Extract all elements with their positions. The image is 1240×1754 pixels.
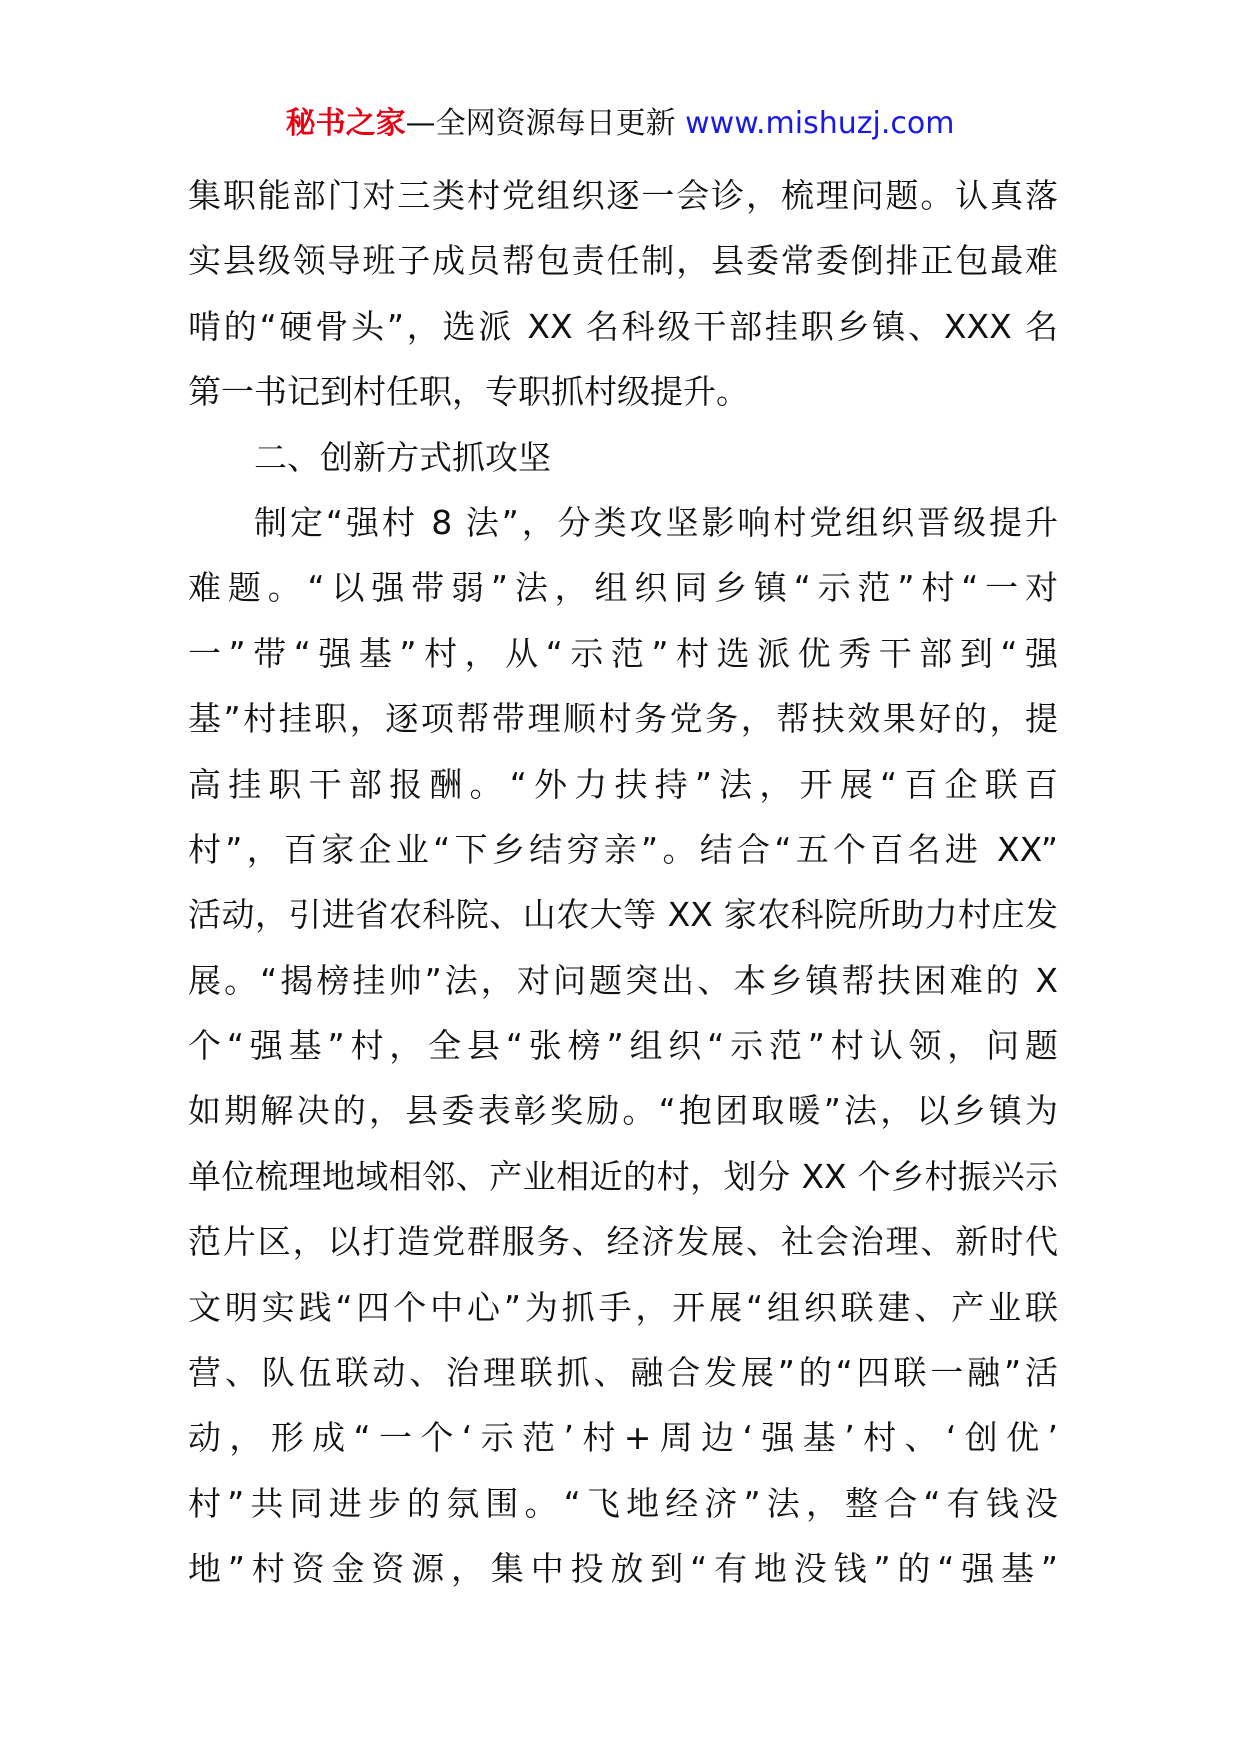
text-line: 村”共同进步的氛围。“飞地经济”法，整合“有钱没 (188, 1483, 1058, 1523)
section-heading: 二、创新方式抓攻坚 (254, 437, 551, 477)
text-line: 如期解决的，县委表彰奖励。“抱团取暖”法，以乡镇为 (188, 1091, 1058, 1131)
text-line: 一”带“强基”村，从“示范”村选派优秀干部到“强 (188, 633, 1058, 673)
text-line: 制定“强村 8 法”，分类攻坚影响村党组织晋级提升 (254, 502, 1058, 542)
site-url[interactable]: www.mishuzj.com (685, 106, 955, 141)
text-line: 高挂职干部报酬。“外力扶持”法，开展“百企联百 (188, 764, 1058, 804)
text-line: 基”村挂职，逐项帮带理顺村务党务，帮扶效果好的，提 (188, 699, 1058, 739)
text-line: 实县级领导班子成员帮包责任制，县委常委倒排正包最难 (188, 241, 1058, 281)
text-line: 展。“揭榜挂帅”法，对问题突出、本乡镇帮扶困难的 X (188, 960, 1058, 1000)
site-header (0, 100, 1240, 148)
text-line: 文明实践“四个中心”为抓手，开展“组织联建、产业联 (188, 1287, 1058, 1327)
text-line: 单位梳理地域相邻、产业相近的村，划分 XX 个乡村振兴示 (188, 1156, 1058, 1196)
text-line: 动，形成“一个‘示范’村+周边‘强基’村、‘创优’ (188, 1418, 1058, 1458)
text-line: 集职能部门对三类村党组织逐一会诊，梳理问题。认真落 (188, 176, 1058, 215)
text-line: 地”村资金资源，集中投放到“有地没钱”的“强基” (188, 1549, 1058, 1589)
text-line: 村”，百家企业“下乡结穷亲”。结合“五个百名进 XX” (188, 829, 1058, 869)
text-line: 第一书记到村任职，专职抓村级提升。 (188, 372, 749, 412)
text-line: 范片区，以打造党群服务、经济发展、社会治理、新时代 (188, 1222, 1058, 1262)
document-body (188, 163, 1058, 1602)
text-line: 难题。“以强带弱”法，组织同乡镇“示范”村“一对 (188, 568, 1058, 608)
text-line: 个“强基”村，全县“张榜”组织“示范”村认领，问题 (188, 1026, 1058, 1066)
site-brand: 秘书之家 (285, 106, 406, 141)
site-tagline: —全网资源每日更新 (405, 106, 676, 141)
text-line: 营、队伍联动、治理联抓、融合发展”的“四联一融”活 (188, 1353, 1058, 1393)
text-line: 活动，引进省农科院、山农大等 XX 家农科院所助力村庄发 (188, 895, 1058, 935)
text-line: 啃的“硬骨头”，选派 XX 名科级干部挂职乡镇、XXX 名 (188, 306, 1058, 346)
